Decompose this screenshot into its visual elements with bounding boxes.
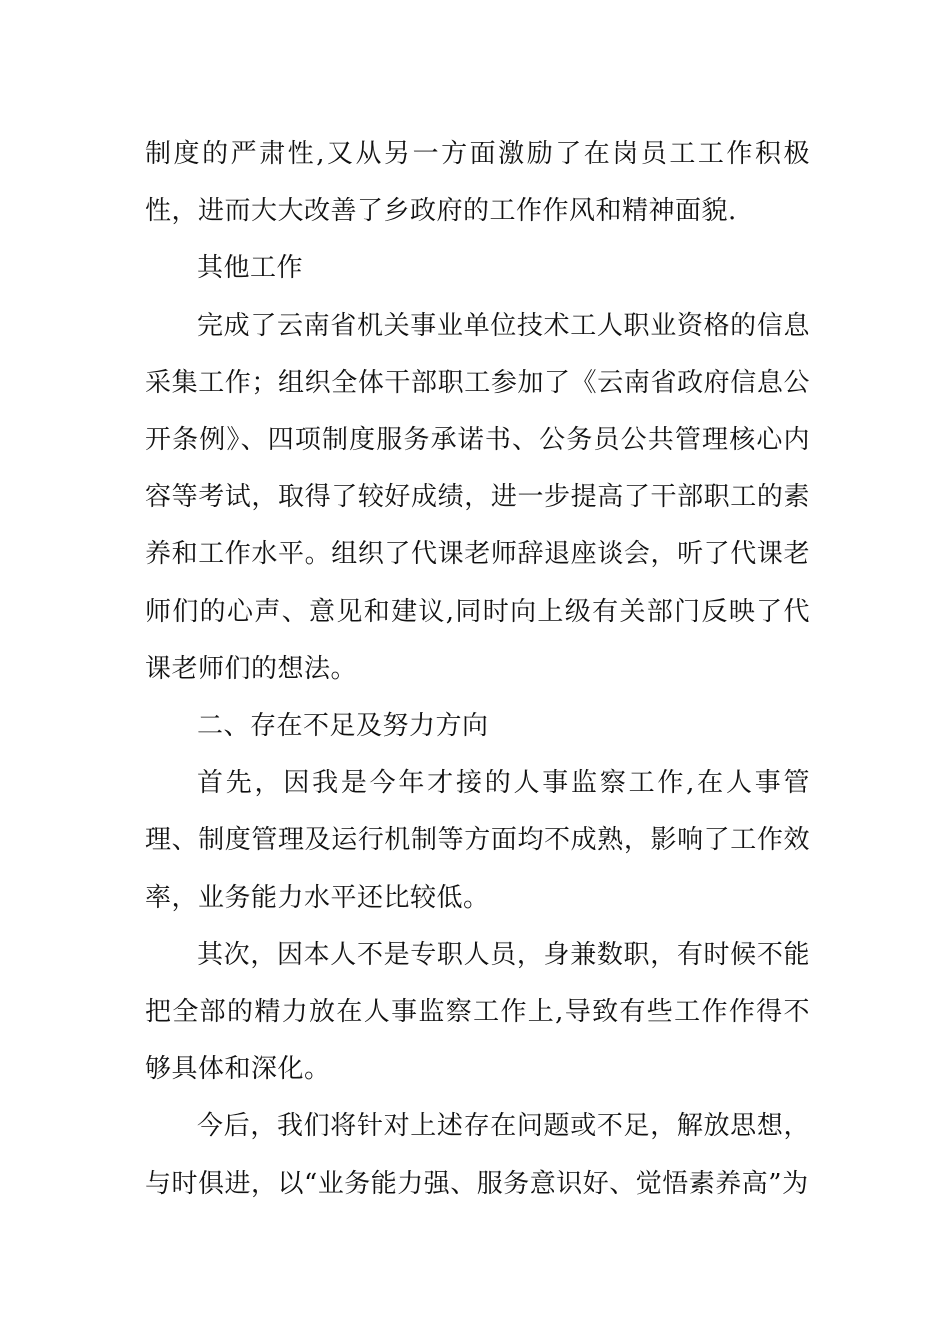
paragraph-future: 今后，我们将针对上述存在问题或不足，解放思想，与时俱进，以“业务能力强、服务意识好、觉悟素养高”为 xyxy=(145,1111,810,1199)
section-heading-other-work: 其他工作 xyxy=(197,253,304,284)
paragraph-second: 其次，因本人不是专职人员，身兼数职，有时候不能把全部的精力放在人事监察工作上,导致有些工作作得不够具体和深化。 xyxy=(145,939,810,1085)
paragraph-continuation: 制度的严肃性,又从另一方面激励了在岗员工工作积极性，进而大大改善了乡政府的工作作风和精神面貌. xyxy=(145,139,810,227)
document-body xyxy=(145,126,810,1213)
paragraph-other-work: 完成了云南省机关事业单位技术工人职业资格的信息采集工作；组织全体干部职工参加了《云南省政府信息公开条例》、四项制度服务承诺书、公务员公共管理核心内容等考试，取得了较好成绩，进一步提高了干部职工的素养和工作水平。组织了代课老师辞退座谈会，听了代课老师们的心声、意见和建议,同时向上级有关部门反映了代课老师们的想法。 xyxy=(145,310,810,684)
section-heading-shortcomings: 二、存在不足及努力方向 xyxy=(197,711,489,742)
paragraph-first: 首先，因我是今年才接的人事监察工作,在人事管理、制度管理及运行机制等方面均不成熟，影响了工作效率，业务能力水平还比较低。 xyxy=(145,768,810,913)
